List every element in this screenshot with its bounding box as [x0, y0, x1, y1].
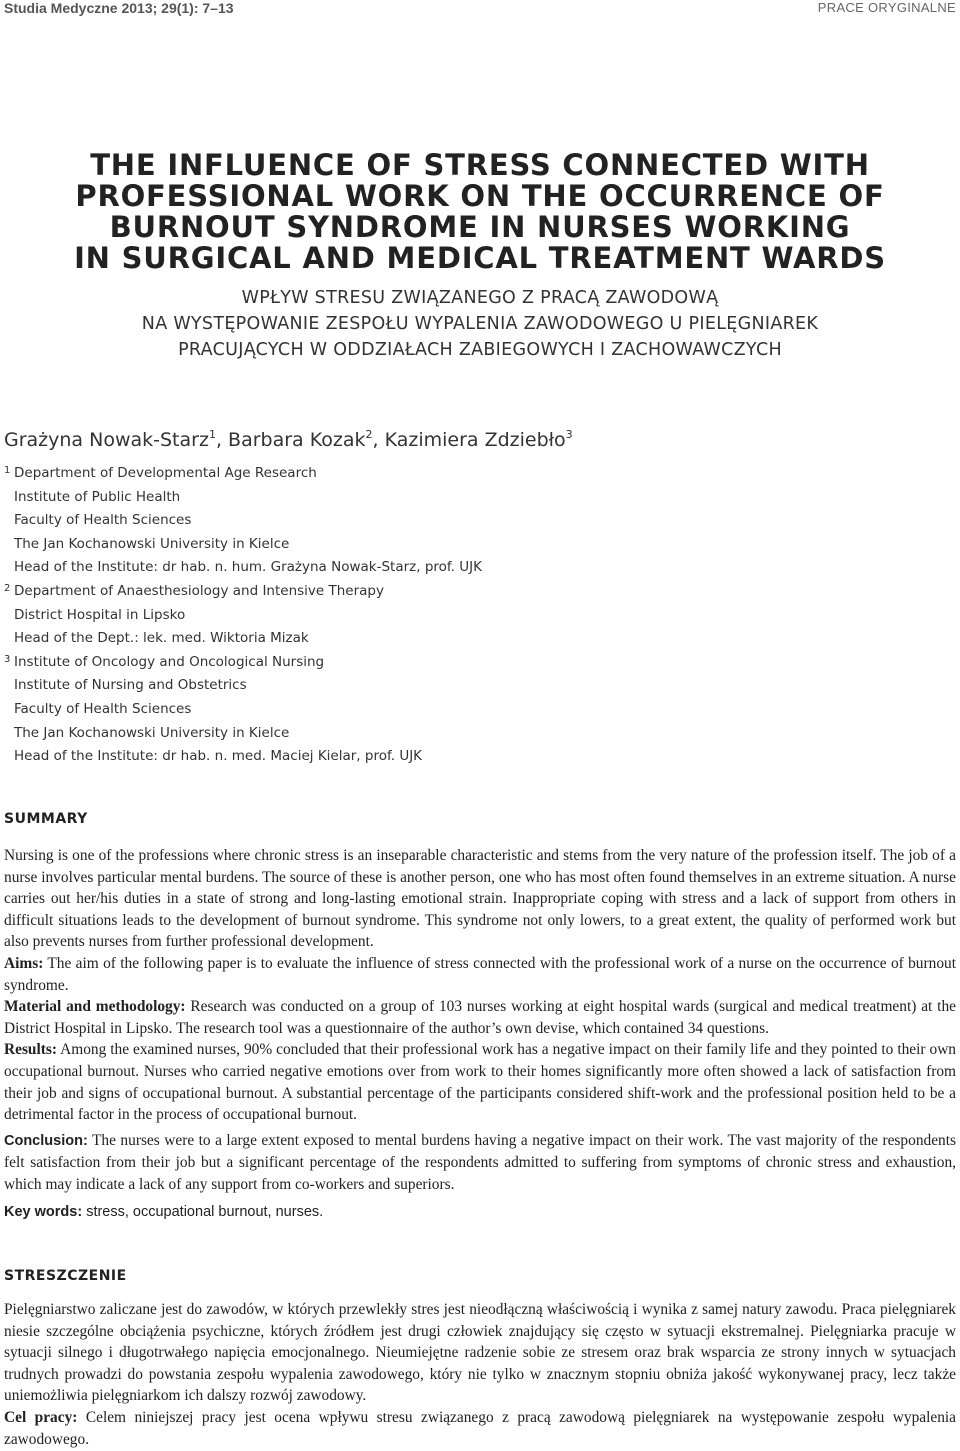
affiliation-text: The Jan Kochanowski University in Kielce: [14, 535, 290, 552]
conclusion-text: The nurses were to a large extent exposed to mental burdens having a negative impact on their work. The vast majority of the respondents felt satisfaction from their job but a significant percentage of the respondents admitted to suffering from symptoms of chronic stress and exhaustion, which may indicate a lack of any support from co-workers and superiors.: [4, 1131, 956, 1193]
summary-results: [4, 1039, 956, 1125]
author-separator: ,: [215, 429, 229, 451]
affiliation-line: [4, 604, 482, 628]
author-affiliation-number: 1: [208, 428, 216, 441]
summary-heading: SUMMARY: [4, 811, 88, 827]
author-list: [4, 428, 573, 451]
article-category: PRACE ORYGINALNE: [817, 0, 956, 15]
conclusion-label: Conclusion:: [4, 1132, 88, 1149]
affiliation-text: The Jan Kochanowski University in Kielce: [14, 724, 290, 741]
affiliation-line: [4, 651, 482, 675]
affiliation-line: [4, 462, 482, 486]
affiliation-text: Institute of Public Health: [14, 488, 181, 505]
affiliation-line: [4, 533, 482, 557]
streszczenie-aim: [4, 1407, 956, 1450]
aim-label: Cel pracy:: [4, 1408, 78, 1426]
affiliation-line: [4, 627, 482, 651]
results-label: Results:: [4, 1041, 58, 1059]
affiliation-text: Faculty of Health Sciences: [14, 700, 192, 717]
subtitle-line: NA WYSTĘPOWANIE ZESPOŁU WYPALENIA ZAWODOWEGO U PIELĘGNIAREK: [141, 314, 819, 334]
affiliation-text: Head of the Institute: dr hab. n. hum. Grażyna Nowak-Starz, prof. UJK: [14, 559, 482, 576]
affiliation-line: [4, 745, 482, 769]
affiliation-line: [4, 509, 482, 533]
affiliation-line: [4, 486, 482, 510]
author-separator: ,: [372, 429, 385, 451]
author-name: Grażyna Nowak-Starz: [4, 429, 209, 451]
keywords-text: stress, occupational burnout, nurses.: [82, 1203, 324, 1220]
keywords-label: Key words:: [4, 1203, 83, 1220]
title-line: PROFESSIONAL WORK ON THE OCCURRENCE OF: [75, 179, 885, 213]
article-title: [0, 150, 960, 274]
affiliation-text: Department of Developmental Age Research: [14, 465, 317, 481]
summary-body: [4, 845, 956, 1223]
affiliation-number: 1: [4, 465, 11, 476]
aim-text: Celem niniejszej pracy jest ocena wpływu stresu związanego z pracą zawodową pielęgniarek na występowanie zespołu wypalenia zawodowego.: [4, 1408, 956, 1448]
summary-methods: [4, 996, 956, 1039]
author-affiliation-number: 3: [565, 428, 573, 441]
methods-text: Research was conducted on a group of 103 nurses working at eight hospital wards (surgical and medical treatment) at the District Hospital in Lipsko. The research tool was a questionnaire of the author’s own devise, which contained 34 questions.: [4, 998, 956, 1037]
affiliation-line: [4, 698, 482, 722]
subtitle-line: PRACUJĄCYCH W ODDZIAŁACH ZABIEGOWYCH I ZACHOWAWCZYCH: [178, 340, 782, 360]
streszczenie-intro: Pielęgniarstwo zaliczane jest do zawodów, w których przewlekły stres jest nieodłączną właściwością i wynika z samej natury zawodu. Praca pielęgniarek niesie szczególne obciążenia psychiczne, których źródłem jest drugi człowiek znajdujący się często w sytuacji ekstremalnej. Pielęgniarka pracuje w sytuacji silnego i długotrwałego napięcia emocjonalnego. Nieumiejętne radzenie sobie ze stresem oraz brak wsparcia ze strony innych w sytuacjach trudnych prowadzi do powstania zespołu wypalenia zawodowego, który nie tylko w znacznym stopniu obniża jakość wykonywanej pracy, lecz także uniemożliwia pielęgniarkom ich dalszy rozwój zawodowy.: [4, 1301, 956, 1405]
author-affiliation-number: 2: [365, 428, 373, 441]
streszczenie-heading: STRESZCZENIE: [4, 1268, 127, 1284]
summary-keywords: [4, 1201, 956, 1224]
affiliation-text: Faculty of Health Sciences: [14, 512, 192, 529]
streszczenie-body: [4, 1299, 956, 1450]
affiliation-text: District Hospital in Lipsko: [14, 606, 186, 623]
author-name: Barbara Kozak: [228, 429, 366, 451]
title-line: THE INFLUENCE OF STRESS CONNECTED WITH: [90, 148, 870, 182]
aims-text: The aim of the following paper is to evaluate the influence of stress connected with the professional work of a nurse on the occurrence of burnout syndrome.: [4, 954, 956, 994]
author-name: Kazimiera Zdziebło: [384, 429, 566, 451]
affiliation-text: Department of Anaesthesiology and Intensive Therapy: [14, 582, 384, 599]
affiliation-line: [4, 722, 482, 746]
results-text: Among the examined nurses, 90% concluded that their professional work has a negative impact on their family life and they pointed to their own occupational burnout. Nurses who carried negative emotions over from work to their homes significantly more often showed a lack of satisfaction from their job and signs of occupational burnout. A substantial percentage of the participants considered shift-work and the professional position held to be a detrimental factor in the process of occupational burnout.: [4, 1041, 956, 1124]
affiliation-number: 2: [4, 582, 11, 594]
affiliation-text: Institute of Oncology and Oncological Nursing: [14, 653, 325, 670]
affiliation-list: [4, 462, 482, 769]
affiliation-text: Head of the Institute: dr hab. n. med. Maciej Kielar, prof. UJK: [14, 748, 423, 765]
journal-citation: Studia Medyczne 2013; 29(1): 7–13: [4, 0, 234, 16]
affiliation-text: Institute of Nursing and Obstetrics: [14, 677, 247, 694]
summary-conclusion: [4, 1130, 956, 1196]
affiliation-number: 3: [4, 653, 11, 665]
affiliation-line: [4, 556, 482, 580]
article-subtitle: [0, 285, 960, 363]
affiliation-line: [4, 674, 482, 698]
subtitle-line: WPŁYW STRESU ZWIĄZANEGO Z PRACĄ ZAWODOWĄ: [241, 288, 719, 308]
aims-label: Aims:: [4, 954, 44, 972]
title-line: BURNOUT SYNDROME IN NURSES WORKING: [109, 210, 851, 244]
summary-intro: Nursing is one of the professions where chronic stress is an inseparable characteristic and stems from the very nature of the profession itself. The job of a nurse involves particular mental burdens. The source of these is another person, one who has most often found themselves in an extreme situation. A nurse carries out her/his duties in a state of strong and long-lasting emotional strain. Inappropriate coping with stress and a lack of support from others in difficult situations leads to the development of burnout syndrome. This syndrome not only lowers, to a great extent, the quality of performed work but also prevents nurses from further professional development.: [4, 847, 956, 951]
affiliation-text: Head of the Dept.: lek. med. Wiktoria Mizak: [14, 630, 309, 647]
methods-label: Material and methodology:: [4, 998, 186, 1016]
affiliation-line: [4, 580, 482, 604]
title-line: IN SURGICAL AND MEDICAL TREATMENT WARDS: [74, 241, 886, 275]
summary-aims: [4, 953, 956, 996]
